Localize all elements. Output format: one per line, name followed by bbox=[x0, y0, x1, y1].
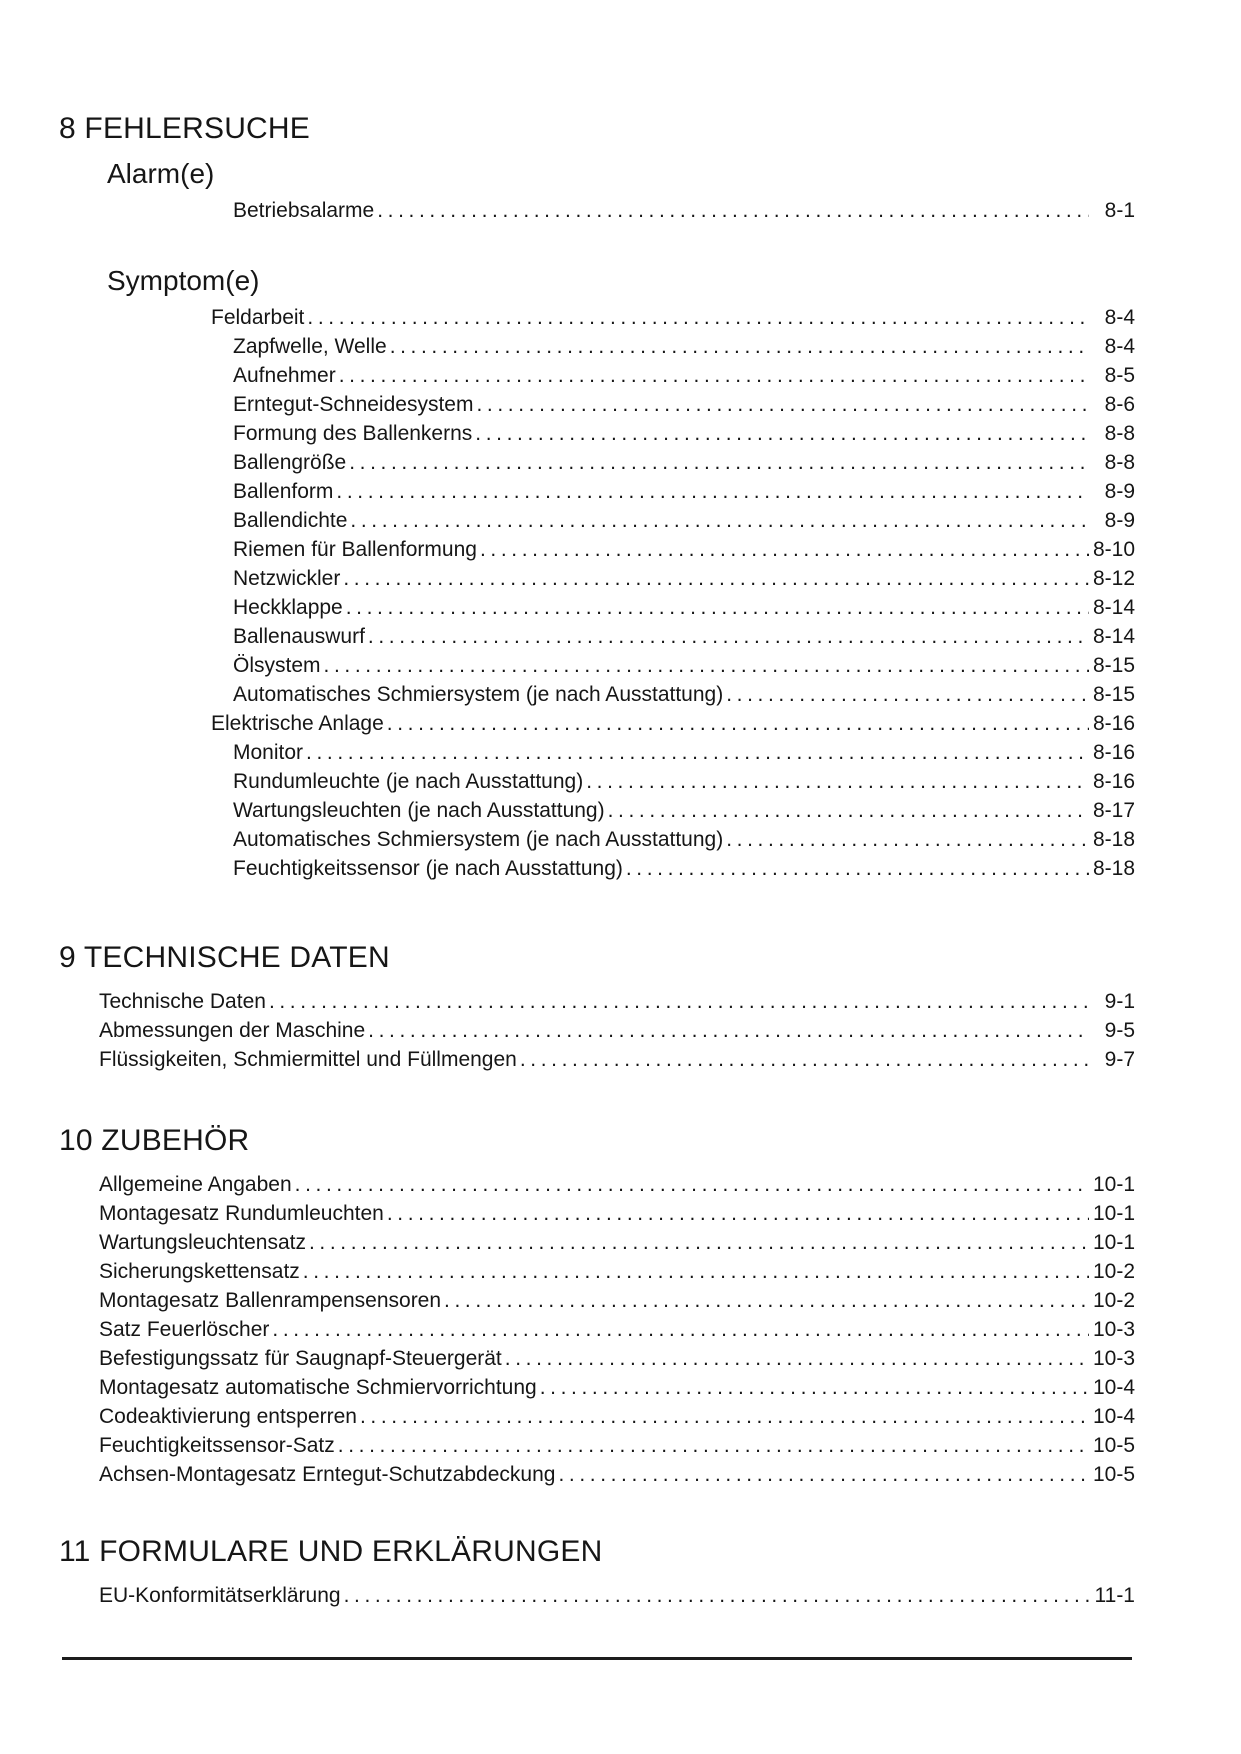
dot-leader bbox=[365, 1016, 1089, 1045]
toc-entry-label: Riemen für Ballenformung bbox=[233, 538, 477, 561]
dot-leader bbox=[269, 1315, 1089, 1344]
dot-leader bbox=[374, 196, 1089, 225]
toc-entry-page: 8-1 bbox=[1104, 199, 1135, 222]
dot-leader bbox=[472, 419, 1089, 448]
toc-row[interactable] bbox=[59, 303, 1135, 332]
toc-entry-page: 8-16 bbox=[1092, 712, 1135, 735]
toc-entry-page: 10-1 bbox=[1092, 1231, 1135, 1254]
toc-entry-page: 8-5 bbox=[1104, 364, 1135, 387]
toc-section bbox=[59, 1535, 1135, 1610]
footer-rule bbox=[62, 1657, 1132, 1660]
toc-entry-page: 8-9 bbox=[1104, 509, 1135, 532]
toc-entry-page: 8-9 bbox=[1104, 480, 1135, 503]
toc-entry-label: Elektrische Anlage bbox=[211, 712, 384, 735]
toc-row[interactable] bbox=[59, 622, 1135, 651]
toc-entry-page: 9-1 bbox=[1104, 990, 1135, 1013]
toc-row[interactable] bbox=[59, 361, 1135, 390]
toc-entry-page: 8-14 bbox=[1092, 596, 1135, 619]
toc-row[interactable] bbox=[59, 1581, 1135, 1610]
toc-entry-label: Sicherungskettensatz bbox=[99, 1260, 300, 1283]
toc-row[interactable] bbox=[59, 1016, 1135, 1045]
toc-entry-label: Technische Daten bbox=[99, 990, 266, 1013]
toc-entry-page: 8-10 bbox=[1092, 538, 1135, 561]
toc-row[interactable] bbox=[59, 1228, 1135, 1257]
toc-entry-page: 8-15 bbox=[1092, 683, 1135, 706]
toc-entry-label: Ölsystem bbox=[233, 654, 321, 677]
toc-entry-label: Ballenform bbox=[233, 480, 334, 503]
toc-entry-page: 8-4 bbox=[1104, 306, 1135, 329]
toc-section bbox=[59, 941, 1135, 1074]
toc-group bbox=[59, 158, 1135, 225]
toc-row[interactable] bbox=[59, 332, 1135, 361]
toc-entry-label: Zapfwelle, Welle bbox=[233, 335, 387, 358]
toc-entry-page: 8-8 bbox=[1104, 422, 1135, 445]
dot-leader bbox=[583, 767, 1089, 796]
toc-entry-label: Montagesatz automatische Schmiervorrichtung bbox=[99, 1376, 537, 1399]
toc-entry-label: Abmessungen der Maschine bbox=[99, 1019, 366, 1042]
toc-entry-label: Feuchtigkeitssensor-Satz bbox=[99, 1434, 335, 1457]
chapter-title: 9 TECHNISCHE DATEN bbox=[59, 941, 390, 974]
toc-row[interactable] bbox=[59, 1344, 1135, 1373]
dot-leader bbox=[365, 622, 1089, 651]
toc-entry-page: 10-1 bbox=[1092, 1202, 1135, 1225]
toc-row[interactable] bbox=[59, 1373, 1135, 1402]
toc-row[interactable] bbox=[59, 390, 1135, 419]
dot-leader bbox=[623, 854, 1089, 883]
toc-row[interactable] bbox=[59, 1402, 1135, 1431]
toc-entry-label: Feldarbeit bbox=[211, 306, 305, 329]
toc-entry-page: 10-4 bbox=[1092, 1376, 1135, 1399]
dot-leader bbox=[336, 361, 1089, 390]
toc-entry-page: 10-5 bbox=[1092, 1463, 1135, 1486]
table-of-contents bbox=[59, 112, 1135, 1610]
toc-entry-page: 8-6 bbox=[1104, 393, 1135, 416]
toc-row[interactable] bbox=[59, 1045, 1135, 1074]
dot-leader bbox=[473, 390, 1089, 419]
toc-entry-label: EU-Konformitätserklärung bbox=[99, 1584, 341, 1607]
toc-entry-label: Allgemeine Angaben bbox=[99, 1173, 292, 1196]
dot-leader bbox=[303, 738, 1089, 767]
toc-row[interactable] bbox=[59, 506, 1135, 535]
toc-entry-label: Codeaktivierung entsperren bbox=[99, 1405, 357, 1428]
toc-row[interactable] bbox=[59, 987, 1135, 1016]
dot-leader bbox=[441, 1286, 1089, 1315]
toc-row[interactable] bbox=[59, 419, 1135, 448]
group-heading: Symptom(e) bbox=[107, 265, 260, 296]
toc-entry-page: 8-18 bbox=[1092, 857, 1135, 880]
toc-row[interactable] bbox=[59, 1460, 1135, 1489]
chapter-title: 8 FEHLERSUCHE bbox=[59, 112, 310, 145]
toc-entry-label: Satz Feuerlöscher bbox=[99, 1318, 270, 1341]
toc-row[interactable] bbox=[59, 564, 1135, 593]
toc-row[interactable] bbox=[59, 593, 1135, 622]
dot-leader bbox=[292, 1170, 1089, 1199]
toc-entry-page: 10-3 bbox=[1092, 1347, 1135, 1370]
toc-entry-page: 8-18 bbox=[1092, 828, 1135, 851]
chapter-title: 10 ZUBEHÖR bbox=[59, 1124, 250, 1157]
toc-entry-label: Rundumleuchte (je nach Ausstattung) bbox=[233, 770, 584, 793]
dot-leader bbox=[347, 506, 1089, 535]
chapter-title: 11 FORMULARE UND ERKLÄRUNGEN bbox=[59, 1535, 603, 1568]
toc-row[interactable] bbox=[59, 854, 1135, 883]
toc-section bbox=[59, 1124, 1135, 1489]
dot-leader bbox=[537, 1373, 1089, 1402]
toc-entry-label: Automatisches Schmiersystem (je nach Ausstattung) bbox=[233, 828, 724, 851]
toc-entry-label: Netzwickler bbox=[233, 567, 341, 590]
toc-row[interactable] bbox=[59, 535, 1135, 564]
toc-entry-page: 10-2 bbox=[1092, 1260, 1135, 1283]
dot-leader bbox=[723, 825, 1089, 854]
dot-leader bbox=[502, 1344, 1089, 1373]
toc-entry-label: Wartungsleuchten (je nach Ausstattung) bbox=[233, 799, 605, 822]
group-heading: Alarm(e) bbox=[107, 158, 215, 189]
dot-leader bbox=[335, 1431, 1089, 1460]
dot-leader bbox=[266, 987, 1089, 1016]
toc-entry-label: Ballenauswurf bbox=[233, 625, 365, 648]
toc-row[interactable] bbox=[59, 767, 1135, 796]
toc-entry-label: Wartungsleuchtensatz bbox=[99, 1231, 306, 1254]
toc-entry-page: 11-1 bbox=[1094, 1584, 1135, 1607]
toc-row[interactable] bbox=[59, 1431, 1135, 1460]
dot-leader bbox=[321, 651, 1089, 680]
toc-section bbox=[59, 112, 1135, 883]
dot-leader bbox=[346, 448, 1089, 477]
toc-entry-page: 8-15 bbox=[1092, 654, 1135, 677]
toc-entry-label: Feuchtigkeitssensor (je nach Ausstattung) bbox=[233, 857, 623, 880]
toc-entry-page: 10-3 bbox=[1092, 1318, 1135, 1341]
toc-row[interactable] bbox=[59, 825, 1135, 854]
toc-row[interactable] bbox=[59, 448, 1135, 477]
dot-leader bbox=[343, 593, 1089, 622]
toc-row[interactable] bbox=[59, 1286, 1135, 1315]
toc-entry-page: 8-14 bbox=[1092, 625, 1135, 648]
toc-entry-label: Montagesatz Ballenrampensensoren bbox=[99, 1289, 442, 1312]
toc-entry-page: 8-17 bbox=[1092, 799, 1135, 822]
toc-row[interactable] bbox=[59, 1257, 1135, 1286]
toc-row[interactable] bbox=[59, 1170, 1135, 1199]
dot-leader bbox=[341, 1581, 1089, 1610]
dot-leader bbox=[306, 1228, 1089, 1257]
toc-row[interactable] bbox=[59, 477, 1135, 506]
toc-row[interactable] bbox=[59, 1315, 1135, 1344]
toc-entry-label: Ballendichte bbox=[233, 509, 348, 532]
toc-entry-page: 10-2 bbox=[1092, 1289, 1135, 1312]
toc-entry-page: 10-5 bbox=[1092, 1434, 1135, 1457]
dot-leader bbox=[357, 1402, 1089, 1431]
toc-entry-page: 8-4 bbox=[1104, 335, 1135, 358]
toc-row[interactable] bbox=[59, 196, 1135, 225]
toc-row[interactable] bbox=[59, 796, 1135, 825]
toc-entry-label: Automatisches Schmiersystem (je nach Ausstattung) bbox=[233, 683, 724, 706]
dot-leader bbox=[387, 332, 1089, 361]
dot-leader bbox=[723, 680, 1089, 709]
toc-entry-page: 10-1 bbox=[1092, 1173, 1135, 1196]
toc-entry-page: 8-16 bbox=[1092, 770, 1135, 793]
toc-entry-label: Aufnehmer bbox=[233, 364, 336, 387]
dot-leader bbox=[304, 303, 1089, 332]
toc-entry-label: Ballengröße bbox=[233, 451, 347, 474]
toc-entry-label: Erntegut-Schneidesystem bbox=[233, 393, 474, 416]
toc-entry-label: Monitor bbox=[233, 741, 304, 764]
toc-entry-label: Achsen-Montagesatz Erntegut-Schutzabdeckung bbox=[99, 1463, 556, 1486]
toc-entry-page: 8-8 bbox=[1104, 451, 1135, 474]
toc-entry-page: 8-12 bbox=[1092, 567, 1135, 590]
toc-entry-page: 9-5 bbox=[1104, 1019, 1135, 1042]
toc-row[interactable] bbox=[59, 680, 1135, 709]
toc-entry-label: Flüssigkeiten, Schmiermittel und Füllmengen bbox=[99, 1048, 517, 1071]
toc-entry-label: Betriebsalarme bbox=[233, 199, 375, 222]
toc-row[interactable] bbox=[59, 709, 1135, 738]
dot-leader bbox=[555, 1460, 1089, 1489]
dot-leader bbox=[477, 535, 1089, 564]
toc-entry-label: Formung des Ballenkerns bbox=[233, 422, 473, 445]
toc-row[interactable] bbox=[59, 651, 1135, 680]
toc-entry-label: Heckklappe bbox=[233, 596, 343, 619]
toc-entry-page: 10-4 bbox=[1092, 1405, 1135, 1428]
dot-leader bbox=[340, 564, 1089, 593]
toc-entry-label: Montagesatz Rundumleuchten bbox=[99, 1202, 384, 1225]
dot-leader bbox=[517, 1045, 1089, 1074]
toc-entry-page: 9-7 bbox=[1104, 1048, 1135, 1071]
toc-row[interactable] bbox=[59, 738, 1135, 767]
dot-leader bbox=[605, 796, 1089, 825]
dot-leader bbox=[300, 1257, 1089, 1286]
toc-entry-page: 8-16 bbox=[1092, 741, 1135, 764]
toc-row[interactable] bbox=[59, 1199, 1135, 1228]
toc-entry-label: Befestigungssatz für Saugnapf-Steuergerät bbox=[99, 1347, 502, 1370]
dot-leader bbox=[384, 709, 1089, 738]
dot-leader bbox=[333, 477, 1089, 506]
toc-group bbox=[59, 265, 1135, 883]
dot-leader bbox=[384, 1199, 1089, 1228]
